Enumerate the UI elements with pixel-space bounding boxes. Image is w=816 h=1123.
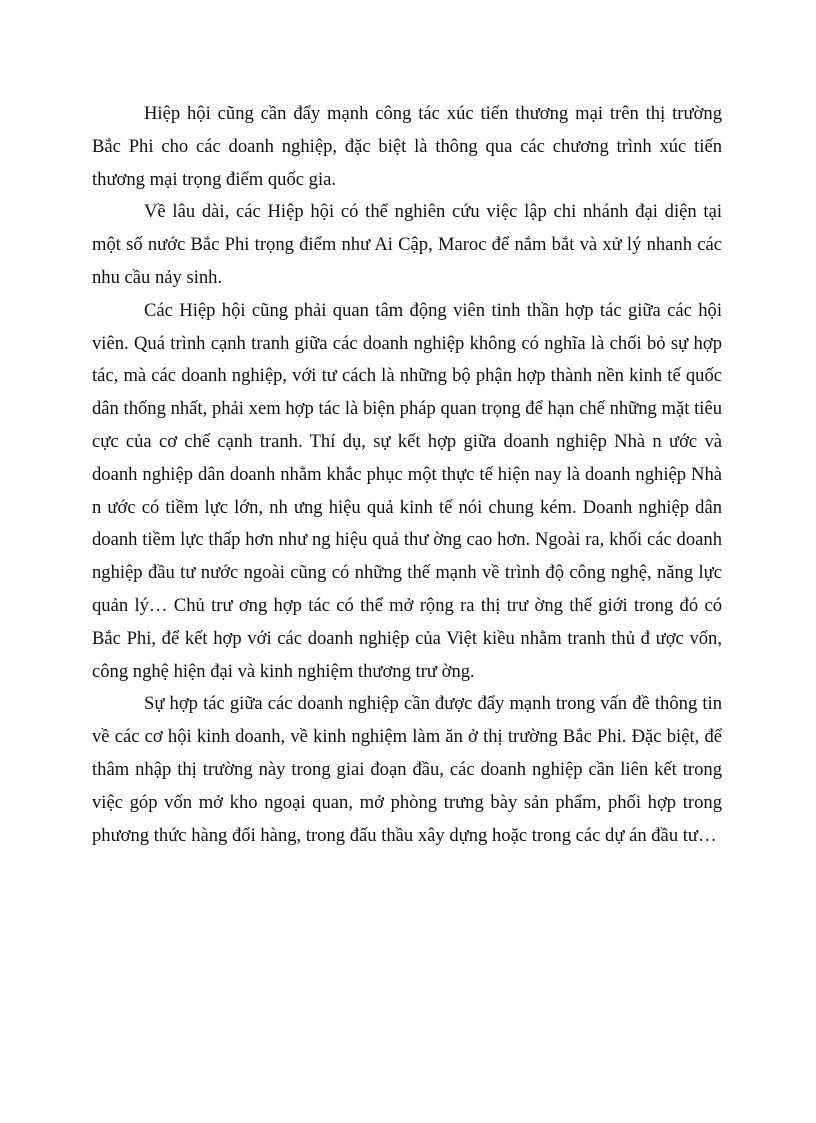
paragraph-business-cooperation: Sự hợp tác giữa các doanh nghiệp cần được đẩy mạnh trong vấn đề thông tin về các cơ hội kinh doanh, về kinh nghiệm làm ăn ở thị trường Bắc Phi. Đặc biệt, để thâm nhập thị trường này trong giai đoạn đầu, các doanh nghiệp cần liên kết trong việc góp vốn mở kho ngoại quan, mở phòng trưng bày sản phẩm, phối hợp trong phương thức hàng đổi hàng, trong đấu thầu xây dựng hoặc trong các dự án đầu tư…	[92, 693, 722, 846]
document-page	[92, 98, 722, 852]
paragraph-branch-offices: Về lâu dài, các Hiệp hội có thể nghiên cứu việc lập chi nhánh đại diện tại một số nước Bắc Phi trọng điểm như Ai Cập, Maroc để nắm bắt và xử lý nhanh các nhu cầu nảy sinh.	[92, 201, 722, 288]
paragraph-cooperation: Các Hiệp hội cũng phải quan tâm động viên tinh thần hợp tác giữa các hội viên. Quá trình cạnh tranh giữa các doanh nghiệp không có nghĩa là chối bỏ sự hợp tác, mà các doanh nghiệp, với tư cách là những bộ phận hợp thành nền kinh tế quốc dân thống nhất, phải xem hợp tác là biện pháp quan trọng để hạn chế những mặt tiêu cực của cơ chế cạnh tranh. Thí dụ, sự kết hợp giữa doanh nghiệp Nhà n ước và doanh nghiệp dân doanh nhằm khắc phục một thực tế hiện nay là doanh nghiệp Nhà n ước có tiềm lực lớn, nh ưng hiệu quả kinh tế nói chung kém. Doanh nghiệp dân doanh tiềm lực thấp hơn như ng hiệu quả thư ờng cao hơn. Ngoài ra, khối các doanh nghiệp đầu tư nước ngoài cũng có những thế mạnh về trình độ công nghệ, năng lực quản lý… Chủ trư ơng hợp tác có thể mở rộng ra thị trư ờng thế giới trong đó có Bắc Phi, để kết hợp với các doanh nghiệp của Việt kiều nhằm tranh thủ đ ược vốn, công nghệ hiện đại và kinh nghiệm thương trư ờng.	[92, 299, 722, 682]
paragraph-trade-promotion: Hiệp hội cũng cần đẩy mạnh công tác xúc tiến thương mại trên thị trường Bắc Phi cho các doanh nghiệp, đặc biệt là thông qua các chương trình xúc tiến thương mại trọng điểm quốc gia.	[92, 103, 722, 190]
